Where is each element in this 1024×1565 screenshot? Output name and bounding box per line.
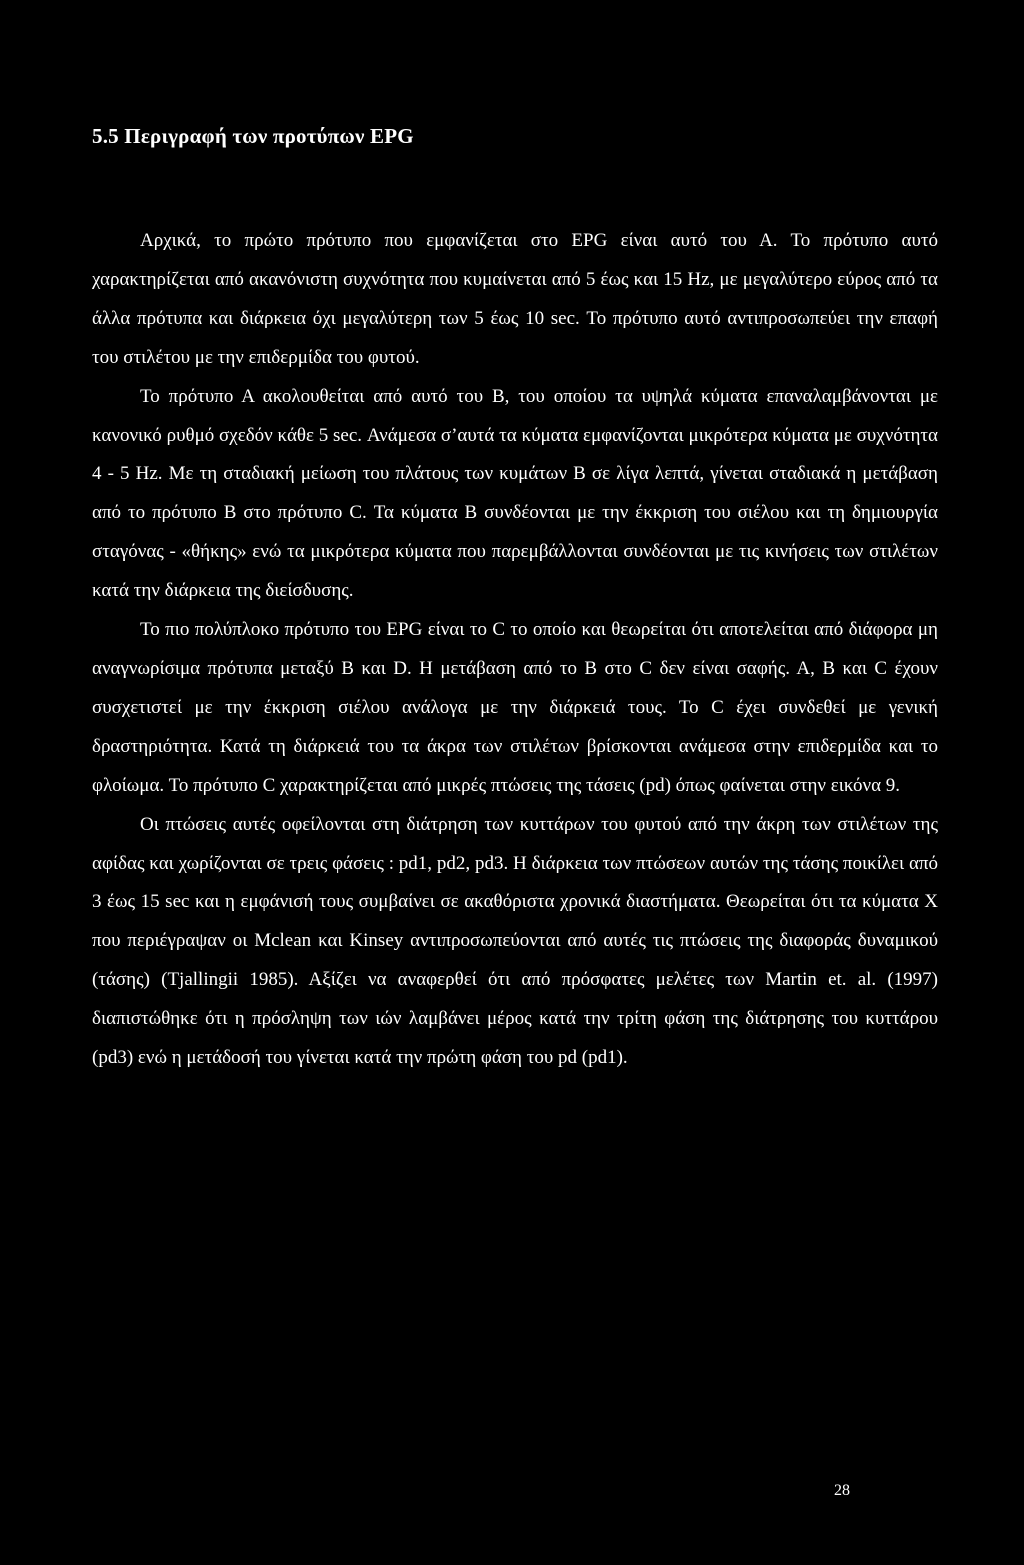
paragraph-2: Το πρότυπο Α ακολουθείται από αυτό του Β, του οποίου τα υψηλά κύματα επαναλαμβάνονται με κανονικό ρυθμό σχεδόν κάθε 5 sec. Ανάμεσα σ’αυτά τα κύματα εμφανίζονται μικρότερα κύματα με συχνότητα 4 - 5 Hz. Με τη σταδιακή μείωση του πλάτους των κυμάτων Β σε λίγα λεπτά, γίνεται σταδιακά η μετάβαση από το πρότυπο Β στο πρότυπο C. Τα κύματα Β συνδέονται με την έκκριση του σιέλου και τη δημιουργία σταγόνας - «θήκης» ενώ τα μικρότερα κύματα που παρεμβάλλονται συνδέονται με τις κινήσεις των στιλέτων κατά την διάρκεια της διείσδυσης.	[92, 385, 938, 602]
section-heading: 5.5 Περιγραφή των προτύπων EPG	[92, 124, 414, 148]
paragraph-3: Το πιο πολύπλοκο πρότυπο του EPG είναι το C το οποίο και θεωρείται ότι αποτελείται από διάφορα μη αναγνωρίσιμα πρότυπα μεταξύ Β και D. Η μετάβαση από το Β στο C δεν είναι σαφής. Α, Β και C έχουν συσχετιστεί με την έκκριση σιέλου ανάλογα με την διάρκειά τους. Το C έχει συνδεθεί με γενική δραστηριότητα. Κατά τη διάρκειά του τα άκρα των στιλέτων βρίσκονται ανάμεσα στην επιδερμίδα και το φλοίωμα. Το πρότυπο C χαρακτηρίζεται από μικρές πτώσεις της τάσεις (pd) όπως φαίνεται στην εικόνα 9.	[92, 619, 938, 796]
paragraph-4: Οι πτώσεις αυτές οφείλονται στη διάτρηση των κυττάρων του φυτού από την άκρη των στιλέτων της αφίδας και χωρίζονται σε τρεις φάσεις : pd1, pd2, pd3. Η διάρκεια των πτώσεων αυτών της τάσης ποικίλει από 3 έως 15 sec και η εμφάνισή τους συμβαίνει σε ακαθόριστα χρονικά διαστήματα. Θεωρείται ότι τα κύματα Χ που περιέγραψαν οι Mclean και Kinsey αντιπροσωπεύονται από αυτές τις πτώσεις της διαφοράς δυναμικού (τάσης) (Tjallingii 1985). Αξίζει να αναφερθεί ότι από πρόσφατες μελέτες των Martin et. al. (1997) διαπιστώθηκε ότι η πρόσληψη των ιών λαμβάνει μέρος κατά την τρίτη φάση της διάτρησης του κυττάρου (pd3) ενώ η μετάδοσή του γίνεται κατά την πρώτη φάση του pd (pd1).	[92, 813, 938, 1069]
body-text	[92, 222, 938, 1078]
paragraph-1: Αρχικά, το πρώτο πρότυπο που εμφανίζεται στο EPG είναι αυτό του Α. Το πρότυπο αυτό χαρακτηρίζεται από ακανόνιστη συχνότητα που κυμαίνεται από 5 έως και 15 Hz, με μεγαλύτερο εύρος από τα άλλα πρότυπα και διάρκεια όχι μεγαλύτερη των 5 έως 10 sec. Το πρότυπο αυτό αντιπροσωπεύει την επαφή του στιλέτου με την επιδερμίδα του φυτού.	[92, 230, 938, 368]
page-number: 28	[834, 1482, 850, 1499]
